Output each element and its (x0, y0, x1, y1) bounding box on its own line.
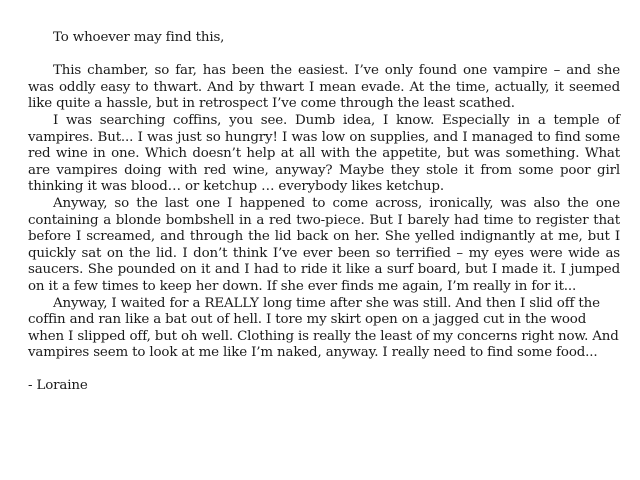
letter-paragraph-2: I was searching coffins, you see. Dumb idea, I know. Especially in a temple of vampires. But... I was just so hungry! I was low on supplies, and I managed to find some red wine in one. Which doesn’t help at all with the appetite, but was something. What are vampires doing with red wine, anyway? Maybe they stole it from some poor girl thinking it was blood… or ketchup … everybody likes ketchup. (28, 112, 620, 195)
letter-greeting: To whoever may find this, (53, 30, 225, 45)
letter-paragraph-4: Anyway, I waited for a REALLY long time after she was still. And then I slid off the coffin and ran like a bat out of hell. I tore my skirt open on a jagged cut in the wood when I slipped off, but oh well. Clothing is really the least of my concerns right now. And vampires seem to look at me like I’m naked, anyway. I really need to find some food... (28, 295, 619, 361)
letter-note (28, 30, 620, 395)
letter-paragraph-1: This chamber, so far, has been the easiest. I’ve only found one vampire – and she was oddly easy to thwart. And by thwart I mean evade. At the time, actually, it seemed like quite a hassle, but in retrospect I’ve come through the least scathed. (28, 63, 620, 112)
letter-paragraph-3: Anyway, so the last one I happened to come across, ironically, was also the one containing a blonde bombshell in a red two-piece. But I barely had time to register that before I screamed, and through the lid back on her. She yelled indignantly at me, but I quickly sat on the lid. I don’t think I’ve ever been so terrified – my eyes were wide as saucers. She pounded on it and I had to ride it like a surf board, but I made it. I jumped on it a few times to keep her down. If she ever finds me again, I’m really in for it... (28, 195, 620, 294)
letter-signature: - Loraine (28, 378, 88, 394)
